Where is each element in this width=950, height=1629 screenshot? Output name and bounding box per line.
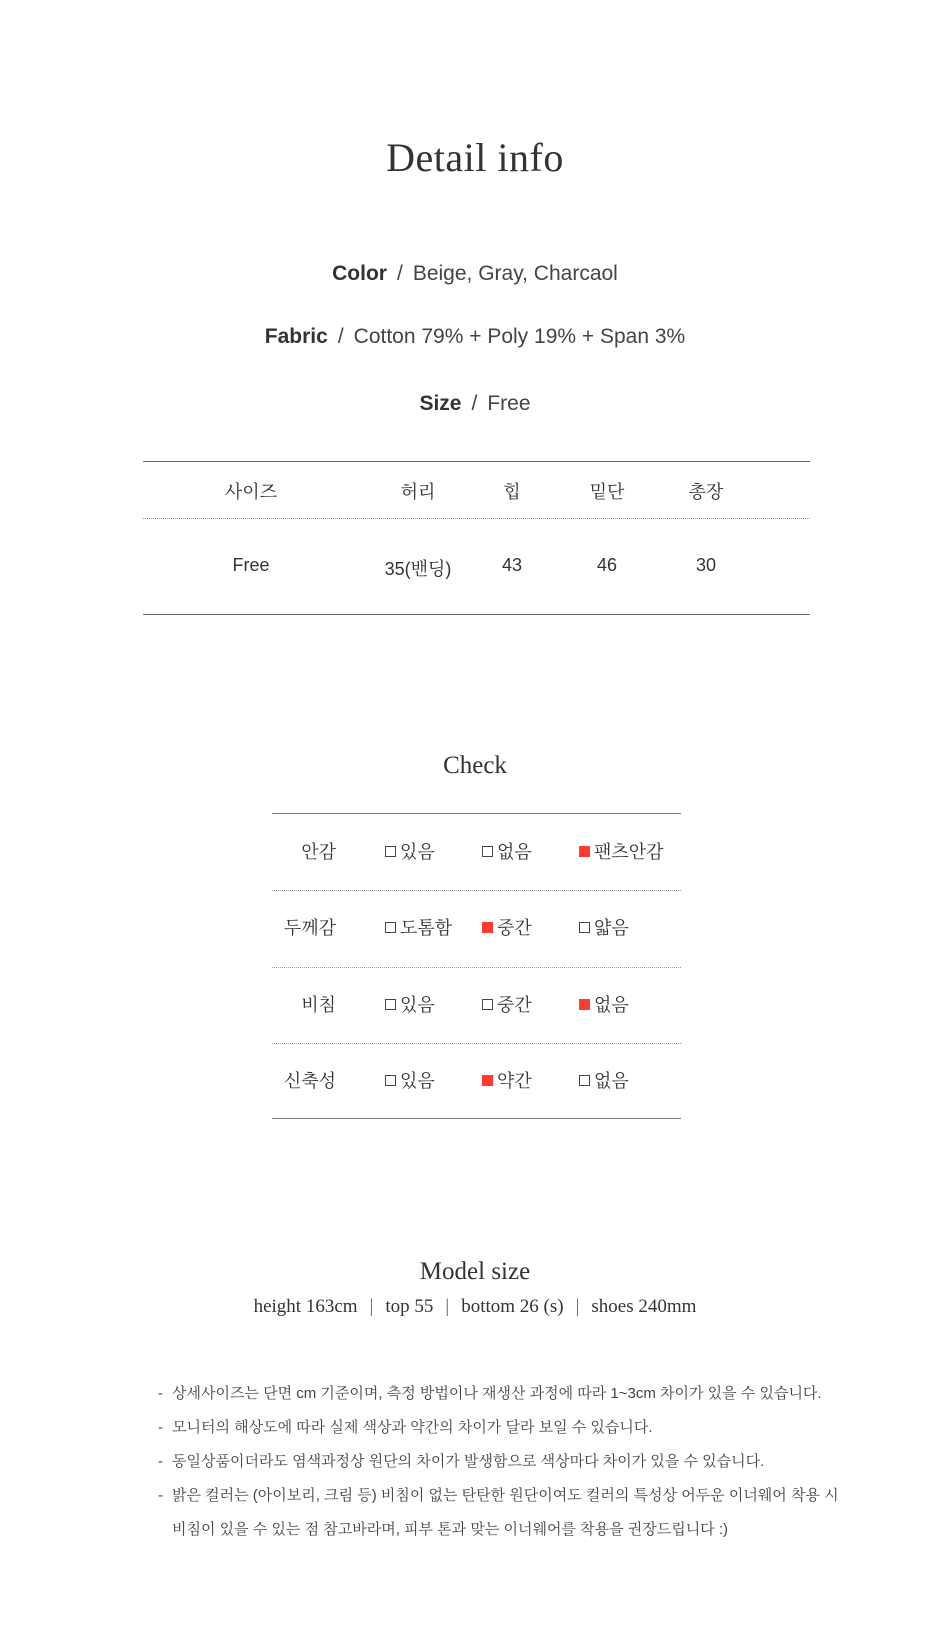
option-sheer-medium (482, 991, 532, 1017)
checkbox-icon (579, 1075, 590, 1086)
check-label-thickness: 두께감 (283, 918, 336, 938)
divider: | (575, 1296, 580, 1317)
color-label: Color (332, 262, 387, 285)
size-label: Size (419, 392, 462, 415)
model-title: Model size (419, 1258, 531, 1285)
page-title: Detail info (386, 135, 564, 180)
model-height: height 163cm (253, 1296, 358, 1317)
size-value: Free (487, 392, 531, 415)
option-text: 팬츠안감 (594, 842, 664, 862)
note-item (158, 1382, 822, 1403)
option-text: 없음 (594, 995, 629, 1015)
option-sheer-yes (385, 991, 435, 1017)
dash: - (158, 1453, 163, 1470)
option-thickness-thick (385, 914, 452, 940)
option-text: 얇음 (594, 918, 629, 938)
color-sep: / (396, 262, 403, 285)
dash: - (158, 1385, 163, 1402)
header-length: 총장 (688, 482, 724, 502)
checkbox-icon (385, 846, 396, 857)
size-table-header-rule (143, 518, 810, 519)
option-text: 없음 (594, 1071, 629, 1091)
option-text: 약간 (497, 1071, 532, 1091)
checkbox-icon (482, 999, 493, 1010)
checkbox-checked-icon (579, 846, 590, 857)
checkbox-icon (579, 922, 590, 933)
check-title: Check (443, 752, 507, 779)
model-measurements (0, 1296, 950, 1318)
color-value: Beige, Gray, Charcaol (412, 262, 618, 285)
checkbox-checked-icon (482, 922, 493, 933)
option-lining-yes (385, 838, 435, 864)
check-row-lining (0, 838, 950, 866)
option-thickness-thin (579, 914, 629, 940)
option-text: 도톰함 (400, 918, 453, 938)
note-continuation: 비침이 있을 수 있는 점 참고바라며, 피부 톤과 맞는 이너웨어를 착용을 권장드립니다 :) (172, 1521, 729, 1538)
header-hip: 힙 (503, 482, 521, 502)
header-size: 사이즈 (224, 482, 278, 502)
fabric-sep: / (337, 325, 344, 348)
header-hem: 밑단 (589, 482, 625, 502)
row-length: 30 (695, 555, 717, 575)
option-text: 있음 (400, 995, 435, 1015)
row-size: Free (232, 555, 270, 575)
check-row-stretch (0, 1067, 950, 1095)
divider: | (369, 1296, 374, 1317)
size-info (0, 392, 950, 416)
checkbox-icon (385, 1075, 396, 1086)
check-row-thickness (0, 914, 950, 942)
header-waist: 허리 (400, 482, 436, 502)
check-label-stretch: 신축성 (283, 1071, 336, 1091)
checkbox-checked-icon (482, 1075, 493, 1086)
checkbox-icon (385, 922, 396, 933)
option-stretch-yes (385, 1067, 435, 1093)
row-waist: 35(밴딩) (384, 559, 452, 579)
check-top-rule (272, 813, 681, 814)
divider: | (445, 1296, 450, 1317)
option-text: 중간 (497, 995, 532, 1015)
check-row-sheerness (0, 991, 950, 1019)
check-row-rule (272, 890, 681, 891)
note-text: 상세사이즈는 단면 cm 기준이며, 측정 방법이나 재생산 과정에 따라 1~3cm 차이가 있을 수 있습니다. (172, 1385, 822, 1402)
fabric-value: Cotton 79% + Poly 19% + Span 3% (353, 325, 686, 348)
checkbox-checked-icon (579, 999, 590, 1010)
size-sep: / (471, 392, 478, 415)
option-text: 있음 (400, 1071, 435, 1091)
check-label-sheerness: 비침 (301, 995, 336, 1015)
option-lining-no (482, 838, 532, 864)
note-text: 동일상품이더라도 염색과정상 원단의 차이가 발생함으로 색상마다 차이가 있을 수 있습니다. (172, 1453, 765, 1470)
note-item (158, 1484, 839, 1505)
row-hip: 43 (501, 555, 523, 575)
size-table-bottom-rule (143, 614, 810, 615)
fabric-info (0, 325, 950, 349)
option-stretch-slight (482, 1067, 532, 1093)
table-row (0, 555, 950, 583)
check-row-rule (272, 967, 681, 968)
size-table-header (0, 478, 950, 506)
option-stretch-no (579, 1067, 629, 1093)
checkbox-icon (482, 846, 493, 857)
checkbox-icon (385, 999, 396, 1010)
model-shoes: shoes 240mm (591, 1296, 697, 1317)
size-table-top-rule (143, 461, 810, 462)
fabric-label: Fabric (264, 325, 328, 348)
note-item (158, 1416, 653, 1437)
check-bottom-rule (272, 1118, 681, 1119)
check-row-rule (272, 1043, 681, 1044)
option-text: 중간 (497, 918, 532, 938)
row-hem: 46 (596, 555, 618, 575)
model-top: top 55 (385, 1296, 434, 1317)
check-label-lining: 안감 (301, 842, 336, 862)
dash: - (158, 1419, 163, 1436)
note-text: 모니터의 해상도에 따라 실제 색상과 약간의 차이가 달라 보일 수 있습니다. (172, 1419, 653, 1436)
note-text: 밝은 컬러는 (아이보리, 크림 등) 비침이 없는 탄탄한 원단이여도 컬러의 특성상 어두운 이너웨어 착용 시 (172, 1487, 839, 1504)
option-lining-pants (579, 838, 664, 864)
option-thickness-medium (482, 914, 532, 940)
note-item (158, 1450, 764, 1471)
option-sheer-no (579, 991, 629, 1017)
model-bottom: bottom 26 (s) (461, 1296, 564, 1317)
dash: - (158, 1487, 163, 1504)
option-text: 있음 (400, 842, 435, 862)
color-info (0, 262, 950, 286)
option-text: 없음 (497, 842, 532, 862)
